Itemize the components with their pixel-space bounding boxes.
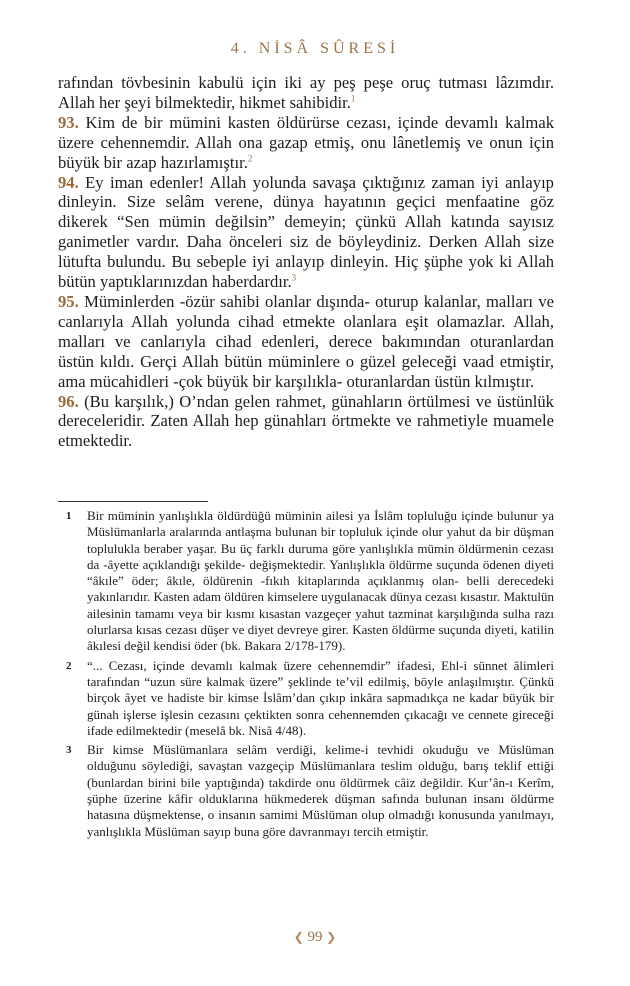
footnotes — [58, 508, 554, 843]
running-header: 4. NİSÂ SÛRESİ — [230, 40, 400, 57]
verse-number: 95. — [58, 291, 79, 311]
ornament-left-icon: ❮ — [293, 930, 304, 944]
verse-text: Ey iman edenler! Allah yolunda savaşa çıktığınız zaman iyi anlayıp dinleyin. Size selâm verene, dünya hayatının geçici menfaatine göz dikerek “Sen mümin değilsin” demeyin; çünkü Allah katında sayısız ganimetler vardır. Daha önceleri siz de böyleydiniz. Derken Allah size lütufta bulundu. Bu sebeple iyi anlayıp dinleyin. Hiç şüphe yok ki Allah bütün yaptıklarınızdan haberdardır. — [58, 172, 554, 292]
verse-number: 94. — [58, 172, 79, 192]
verse-text: Kim de bir mümini kasten öldürürse cezası, içinde devamlı kalmak üzere cehennemdir. Allah ona gazap etmiş, onu lânetlemiş ve onun için büyük bir azap hazırlamıştır. — [58, 112, 554, 172]
main-text — [58, 73, 554, 451]
footnote-number: 2 — [66, 659, 72, 672]
footnote-text: Bir müminin yanlışlıkla öldürdüğü müminin ailesi ya İslâm topluluğu içinde bulunur ya Müslümanlarla aralarında antlaşma bulunan bir topluluk içinde olur yahut da bir düşman toplulukla beraber yaşar. Bu üç farklı duruma göre yanlışlıkla mümin öldürmenin cezası da -âyette açıklandığı şekilde- değişmektedir. Yanlışlıkla öldürme suçunda ödenen diyeti “âkıle” öder; âkıle, öldürenin -fıkıh kitaplarında açıklanmış olan- belli derecedeki yakınlarıdır. Kasten adam öldüren kimselere uygulanacak dünya cezası kısastır. Maktulün ailesinin tamamı veya bir kısmı kısastan vazgeçer yahut tazminat karşılığında sulha razı olurlarsa kısas cezası düşer ve diyet devreye girer. Kasten öldürme suçunda diyeti, katilin âkılesi değil kendisi öder (bk. Bakara 2/178-179). — [87, 508, 554, 654]
footnote-ref[interactable]: 3 — [291, 272, 297, 283]
page-number-text: 99 — [307, 929, 323, 945]
intro-paragraph — [58, 73, 554, 113]
footnote-ref[interactable]: 2 — [247, 153, 253, 164]
intro-text: rafından tövbesinin kabulü için iki ay peş peşe oruç tutması lâzımdır. Allah her şeyi bilmektedir, hikmet sahibidir. — [58, 73, 554, 112]
verse-number: 96. — [58, 391, 79, 411]
verse-text: Müminlerden -özür sahibi olanlar dışında- oturup kalanlar, malları ve canlarıyla Allah yolunda cihad etmekte olanlara eşit olamazlar. Allah, malları ve canlarıyla cihad edenleri, derece bakımından oturanlardan üstün kıldı. Gerçi Allah bütün müminlere o güzel geleceği vaad etmiştir, ama mücahidleri -çok büyük bir karşılıkla- oturanlardan üstün kılmıştır. — [58, 291, 555, 391]
footnote-3 — [58, 742, 554, 840]
page-number — [0, 929, 630, 946]
verse-95 — [58, 292, 554, 392]
footnote-text: Bir kimse Müslümanlara selâm verdiği, kelime-i tevhidi okuduğu ve Müslüman olduğunu söylediği, savaştan vazgeçip Müslümanlara teslim olduğu, barış teklif ettiği (bunlardan birini bile yaptığında) takdirde onu öldürmek câiz değildir. Kur’ân-ı Kerîm, şüphe üzerine kâfir olduklarına hükmederek düşman safında bulunan insanı öldürme hatasına düşmektense, o insanın samimi Müslüman olup olmadığı konusunda yanılmayı, yanlışlıkla Müslüman sayıp buna göre davranmayı tercih etmiştir. — [87, 742, 554, 839]
footnote-text: “... Cezası, içinde devamlı kalmak üzere cehennemdir” ifadesi, Ehl-i sünnet âlimleri tarafından “uzun süre kalmak üzere” şeklinde te’vil edilmiş, böyle anlaşılmıştır. Çünkü birçok âyet ve hadiste bir kimse İslâm’dan çıkıp inkâra sapmadıkça ne kadar büyük bir günah işlerse işlesin cezasını çektikten sonra cehennemden çıkacağı ve cennete gireceği ifade edilmektedir (meselâ bk. Nisâ 4/48). — [87, 657, 554, 738]
ornament-right-icon: ❯ — [326, 930, 337, 944]
footnote-number: 3 — [66, 744, 72, 757]
footnote-1 — [58, 508, 554, 655]
verse-93 — [58, 113, 554, 173]
verse-96 — [58, 392, 554, 452]
verse-text: (Bu karşılık,) O’ndan gelen rahmet, günahların örtülmesi ve üstünlük dereceleridir. Zaten Allah hep günahları örtmekte ve rahmetiyle muamele etmektedir. — [58, 391, 554, 451]
verse-number: 93. — [58, 112, 79, 132]
verse-94 — [58, 173, 554, 292]
footnote-2 — [58, 658, 554, 739]
footnote-divider — [58, 501, 208, 502]
footnote-ref[interactable]: 1 — [350, 93, 356, 104]
footnote-number: 1 — [66, 510, 72, 522]
